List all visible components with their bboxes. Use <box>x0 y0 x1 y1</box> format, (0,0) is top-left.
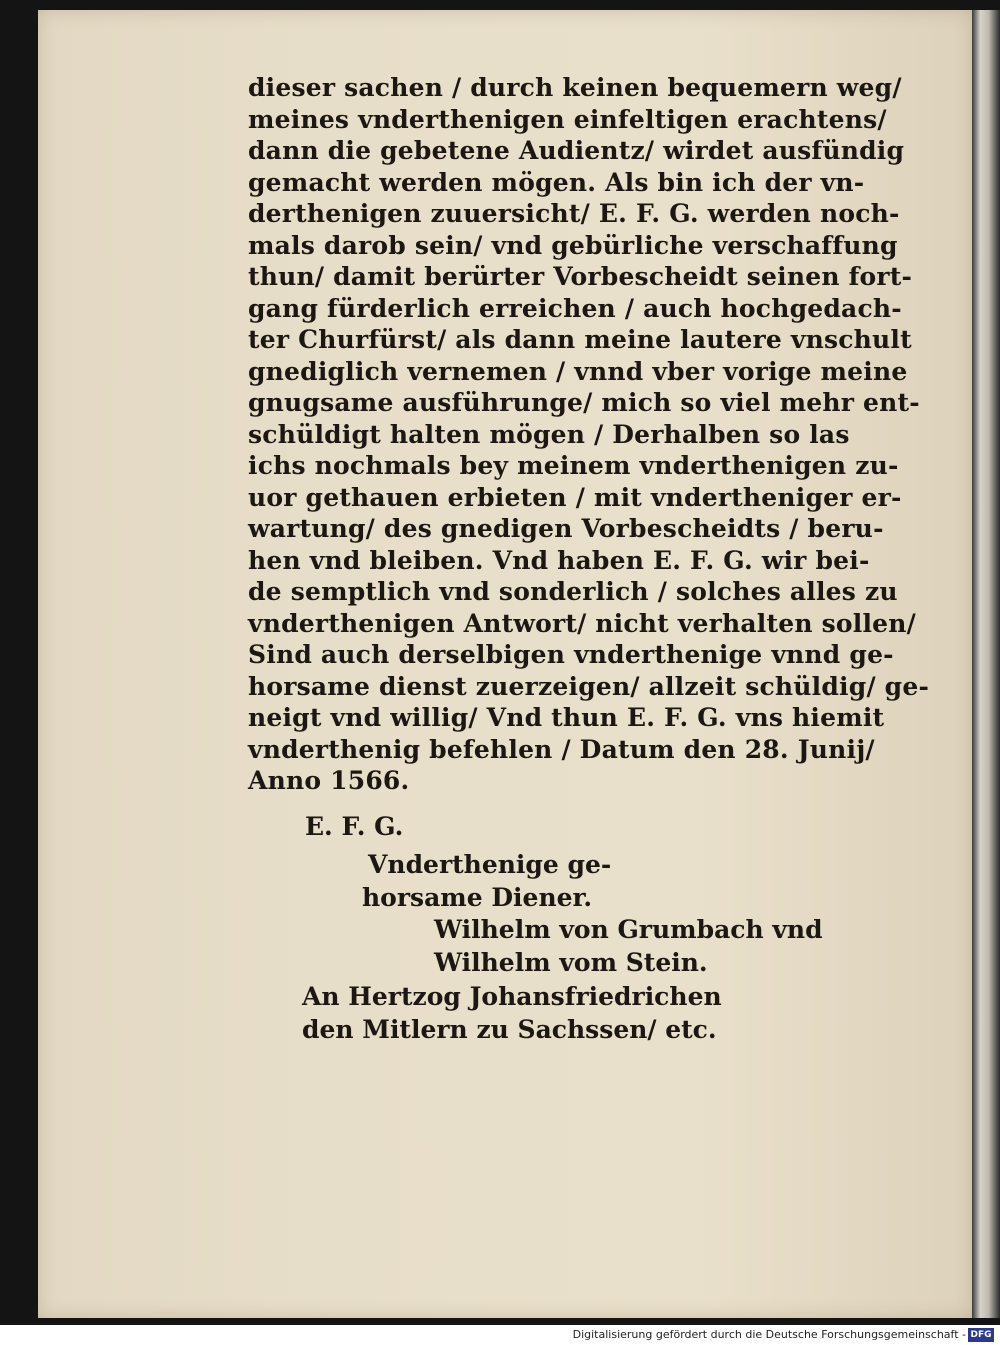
text-line: ichs nochmals bey meinem vnderthenigen zu- <box>248 451 899 480</box>
text-line: derthenigen zuuersicht/ E. F. G. werden noch- <box>248 199 900 228</box>
text-line: Sind auch derselbigen vnderthenige vnnd ge- <box>248 640 894 669</box>
text-line: ter Churfürst/ als dann meine lautere vnschult <box>248 325 912 354</box>
signer-2: Wilhelm vom Stein. <box>434 948 708 977</box>
text-line: Anno 1566. <box>248 766 410 795</box>
text-line: horsame dienst zuerzeigen/ allzeit schüldig/ ge- <box>248 671 930 701</box>
address-line-1: An Hertzog Johansfriedrichen <box>302 982 722 1011</box>
dfg-logo: DFG <box>968 1328 994 1342</box>
text-line: meines vnderthenigen einfeltigen erachtens/ <box>248 104 887 134</box>
digitization-credit: Digitalisierung gefördert durch die Deutsche Forschungsgemeinschaft - <box>572 1328 966 1341</box>
text-line: uor gethauen erbieten / mit vndertheniger er- <box>248 482 902 512</box>
text-line: neigt vnd willig/ Vnd thun E. F. G. vns hiemit <box>248 703 885 732</box>
text-line: mals darob sein/ vnd gebürliche verschaffung <box>248 230 898 260</box>
body-text <box>248 72 930 797</box>
text-line: thun/ damit berürter Vorbescheidt seinen fort- <box>248 262 913 291</box>
text-line: vnderthenigen Antwort/ nicht verhalten sollen/ <box>248 608 916 638</box>
text-line: dann die gebetene Audientz/ wirdet ausfündig <box>248 136 905 165</box>
servants-line-2: horsame Diener. <box>362 883 593 912</box>
signer-1: Wilhelm von Grumbach vnd <box>434 915 823 944</box>
salutation: E. F. G. <box>305 812 404 841</box>
text-line: dieser sachen / durch keinen bequemern weg/ <box>248 73 902 102</box>
text-line: gnugsame ausführunge/ mich so viel mehr ent- <box>248 388 920 417</box>
text-line: schüldigt halten mögen / Derhalben so las <box>248 419 850 449</box>
page-gutter <box>972 10 1000 1318</box>
text-line: hen vnd bleiben. Vnd haben E. F. G. wir bei- <box>248 545 870 575</box>
text-line: gemacht werden mögen. Als bin ich der vn- <box>248 167 865 197</box>
text-line: gnediglich vernemen / vnnd vber vorige meine <box>248 356 908 386</box>
servants-line-1: Vnderthenige ge- <box>368 850 612 879</box>
text-line: de semptlich vnd sonderlich / solches alles zu <box>248 577 898 606</box>
text-line: wartung/ des gnedigen Vorbescheidts / beru- <box>248 514 884 543</box>
text-line: gang fürderlich erreichen / auch hochgedach- <box>248 293 902 323</box>
address-line-2: den Mitlern zu Sachssen/ etc. <box>302 1015 717 1044</box>
text-line: vnderthenig befehlen / Datum den 28. Junij/ <box>248 734 875 764</box>
